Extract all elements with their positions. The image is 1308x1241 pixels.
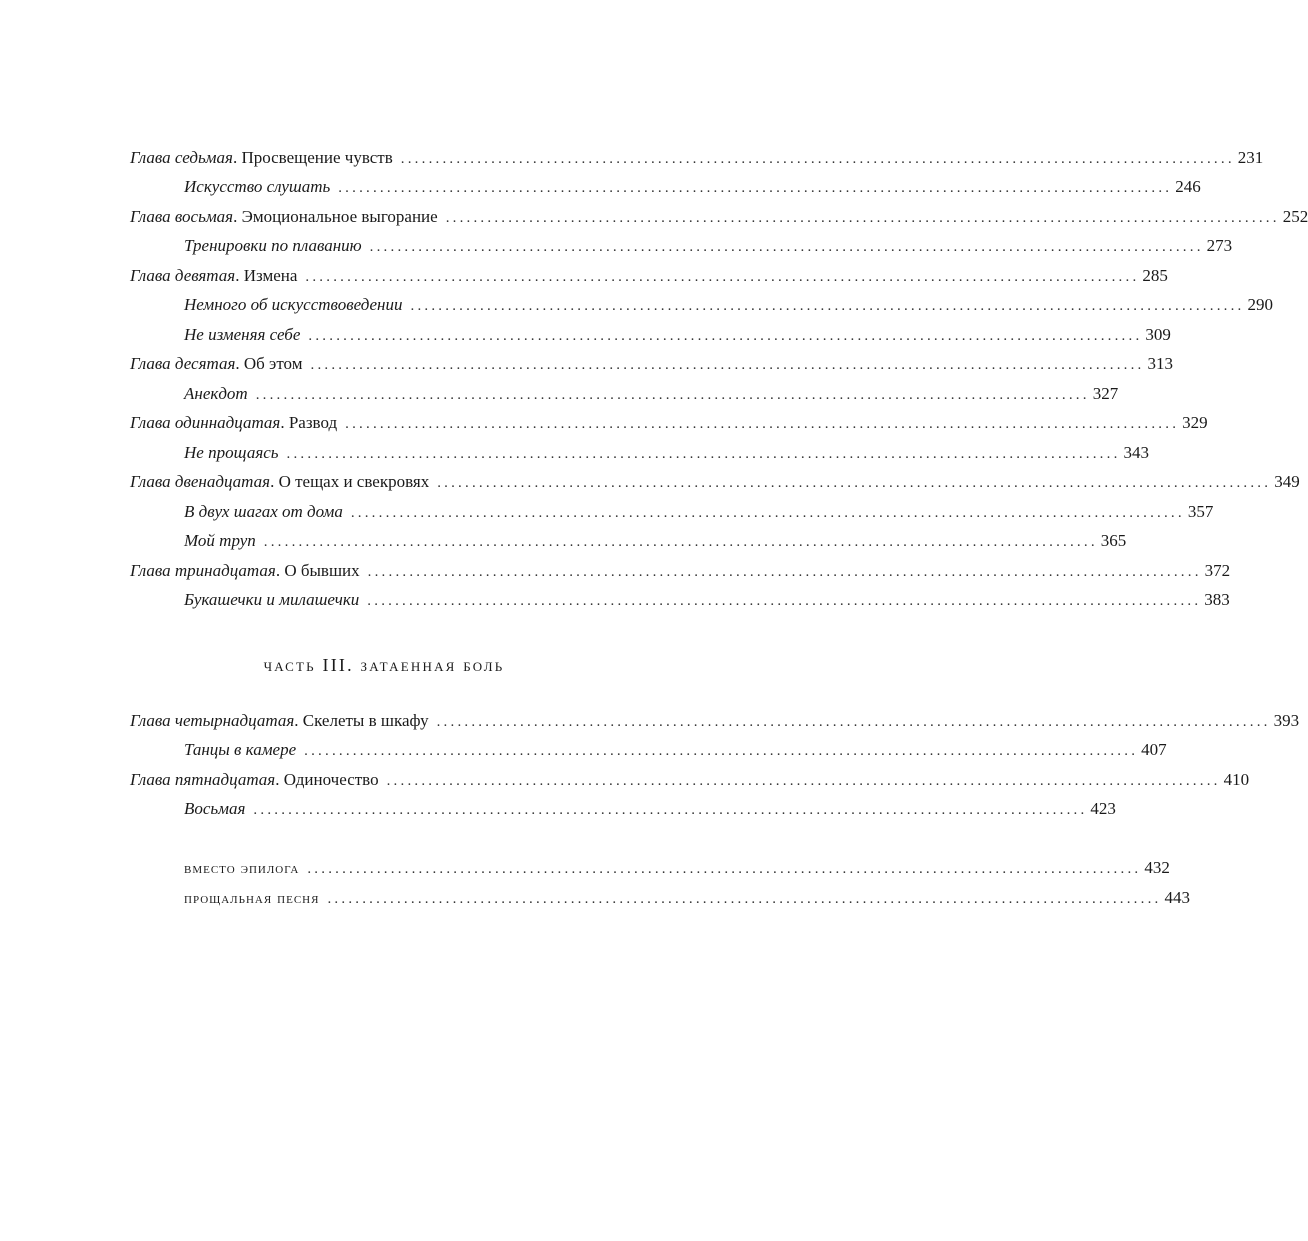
section-title: Мой труп xyxy=(184,531,256,550)
leader-dots: ........................................................................................................................ xyxy=(386,773,1221,789)
entry-label: Глава пятнадцатая. Одиночество xyxy=(130,770,379,789)
page-number: 285 xyxy=(1142,266,1168,285)
section-title: Танцы в камере xyxy=(184,740,297,759)
page-number: 393 xyxy=(1273,711,1300,730)
toc-entry[interactable] xyxy=(184,586,1230,614)
leader-dots: ........................................................................................................................ xyxy=(445,210,1280,226)
chapter-number: Глава четырнадцатая xyxy=(130,711,295,730)
section-title: прощальная песня xyxy=(184,890,320,907)
chapter-title: Развод xyxy=(288,413,338,432)
entry-label: Глава девятая. Измена xyxy=(130,266,298,285)
page-number: 309 xyxy=(1145,325,1171,344)
toc-entry[interactable] xyxy=(184,854,1170,882)
section-title: Анекдот xyxy=(184,384,248,403)
entry-label: Глава двенадцатая. О тещах и свекровях xyxy=(130,472,430,491)
chapter-number: Глава двенадцатая xyxy=(130,472,271,491)
leader-dots: ........................................................................................................................ xyxy=(255,387,1090,403)
page-number: 443 xyxy=(1164,888,1190,907)
entry-label: Глава тринадцатая. О бывших xyxy=(130,561,360,580)
page-number: 410 xyxy=(1223,770,1250,789)
page-number: 246 xyxy=(1175,177,1201,196)
page-number: 407 xyxy=(1141,740,1167,759)
leader-dots: ........................................................................................................................ xyxy=(327,891,1162,907)
page-number: 231 xyxy=(1237,148,1264,167)
leader-dots: ........................................................................................................................ xyxy=(308,328,1143,344)
part-heading: часть III. затаенная боль xyxy=(263,655,505,675)
chapter-title: О тещах и свекровях xyxy=(278,472,430,491)
toc-entry[interactable] xyxy=(130,557,1231,585)
toc-entry[interactable] xyxy=(184,884,1190,912)
page-number: 423 xyxy=(1090,799,1116,818)
toc-entry[interactable] xyxy=(184,380,1119,408)
entry-label: Глава одиннадцатая. Развод xyxy=(130,413,338,432)
chapter-number: Глава восьмая xyxy=(130,207,234,226)
page-number: 383 xyxy=(1204,590,1230,609)
chapter-title: Одиночество xyxy=(283,770,379,789)
toc-entry[interactable] xyxy=(130,707,1300,735)
section-title: Восьмая xyxy=(184,799,246,818)
chapter-number: Глава тринадцатая xyxy=(130,561,276,580)
toc-entry[interactable] xyxy=(130,409,1208,437)
page-number: 252 xyxy=(1282,207,1308,226)
toc-entry[interactable] xyxy=(184,291,1273,319)
chapter-number: Глава пятнадцатая xyxy=(130,770,276,789)
leader-dots: ........................................................................................................................ xyxy=(253,802,1088,818)
toc-entry[interactable] xyxy=(184,232,1233,260)
leader-dots: ........................................................................................................................ xyxy=(310,357,1145,373)
chapter-title: Об этом xyxy=(243,354,303,373)
toc-entry[interactable] xyxy=(130,144,1264,172)
toc-entry[interactable] xyxy=(130,350,1173,378)
entry-label: Глава десятая. Об этом xyxy=(130,354,303,373)
page-number: 365 xyxy=(1100,531,1127,550)
toc-entry[interactable] xyxy=(184,173,1201,201)
leader-dots: ........................................................................................................................ xyxy=(305,269,1140,285)
chapter-title: Скелеты в шкафу xyxy=(302,711,429,730)
leader-dots: ........................................................................................................................ xyxy=(367,593,1202,609)
chapter-title: Эмоциональное выгорание xyxy=(241,207,438,226)
toc-entry[interactable] xyxy=(184,439,1150,467)
leader-dots: ........................................................................................................................ xyxy=(345,416,1180,432)
section-title: Тренировки по плаванию xyxy=(184,236,362,255)
leader-dots: ........................................................................................................................ xyxy=(437,475,1272,491)
page-number: 273 xyxy=(1206,236,1233,255)
chapter-number: Глава седьмая xyxy=(130,148,233,167)
chapter-title: Измена xyxy=(243,266,298,285)
page-number: 357 xyxy=(1187,502,1214,521)
chapter-number: Глава одиннадцатая xyxy=(130,413,281,432)
leader-dots: ........................................................................................................................ xyxy=(400,151,1235,167)
toc-entry[interactable] xyxy=(184,736,1167,764)
leader-dots: ........................................................................................................................ xyxy=(286,446,1121,462)
section-title: В двух шагах от дома xyxy=(184,502,343,521)
toc-entry[interactable] xyxy=(130,468,1300,496)
toc-entry[interactable] xyxy=(130,766,1250,794)
page-number: 329 xyxy=(1182,413,1208,432)
entry-label: Глава четырнадцатая. Скелеты в шкафу xyxy=(130,711,429,730)
page-number: 343 xyxy=(1123,443,1150,462)
leader-dots: ........................................................................................................................ xyxy=(367,564,1202,580)
page-number: 432 xyxy=(1144,858,1170,877)
leader-dots: ........................................................................................................................ xyxy=(410,298,1245,314)
leader-dots: ........................................................................................................................ xyxy=(304,743,1139,759)
section-title: Букашечки и милашечки xyxy=(184,590,360,609)
page-number: 290 xyxy=(1247,295,1273,314)
toc-entry[interactable] xyxy=(130,203,1308,231)
page-number: 313 xyxy=(1147,354,1173,373)
entry-label: Глава восьмая. Эмоциональное выгорание xyxy=(130,207,438,226)
page-number: 327 xyxy=(1092,384,1119,403)
chapter-title: Просвещение чувств xyxy=(241,148,393,167)
leader-dots: ........................................................................................................................ xyxy=(263,534,1098,550)
toc-entry[interactable] xyxy=(184,498,1214,526)
leader-dots: ........................................................................................................................ xyxy=(436,714,1271,730)
entry-label: Глава седьмая. Просвещение чувств xyxy=(130,148,393,167)
leader-dots: ........................................................................................................................ xyxy=(307,861,1142,877)
toc-entry[interactable] xyxy=(184,527,1127,555)
leader-dots: ........................................................................................................................ xyxy=(369,239,1204,255)
page-number: 372 xyxy=(1204,561,1231,580)
toc-entry[interactable] xyxy=(130,262,1168,290)
page-number: 349 xyxy=(1274,472,1300,491)
chapter-number: Глава десятая xyxy=(130,354,236,373)
leader-dots: ........................................................................................................................ xyxy=(338,180,1173,196)
section-title: Не изменяя себе xyxy=(184,325,301,344)
section-title: Не прощаясь xyxy=(184,443,279,462)
leader-dots: ........................................................................................................................ xyxy=(350,505,1185,521)
section-title: Немного об искусствоведении xyxy=(184,295,403,314)
chapter-number: Глава девятая xyxy=(130,266,236,285)
section-title: Искусство слушать xyxy=(184,177,331,196)
toc-entry[interactable] xyxy=(184,321,1171,349)
toc-entry[interactable] xyxy=(184,795,1116,823)
chapter-title: О бывших xyxy=(284,561,360,580)
section-title: вместо эпилога xyxy=(184,860,300,877)
